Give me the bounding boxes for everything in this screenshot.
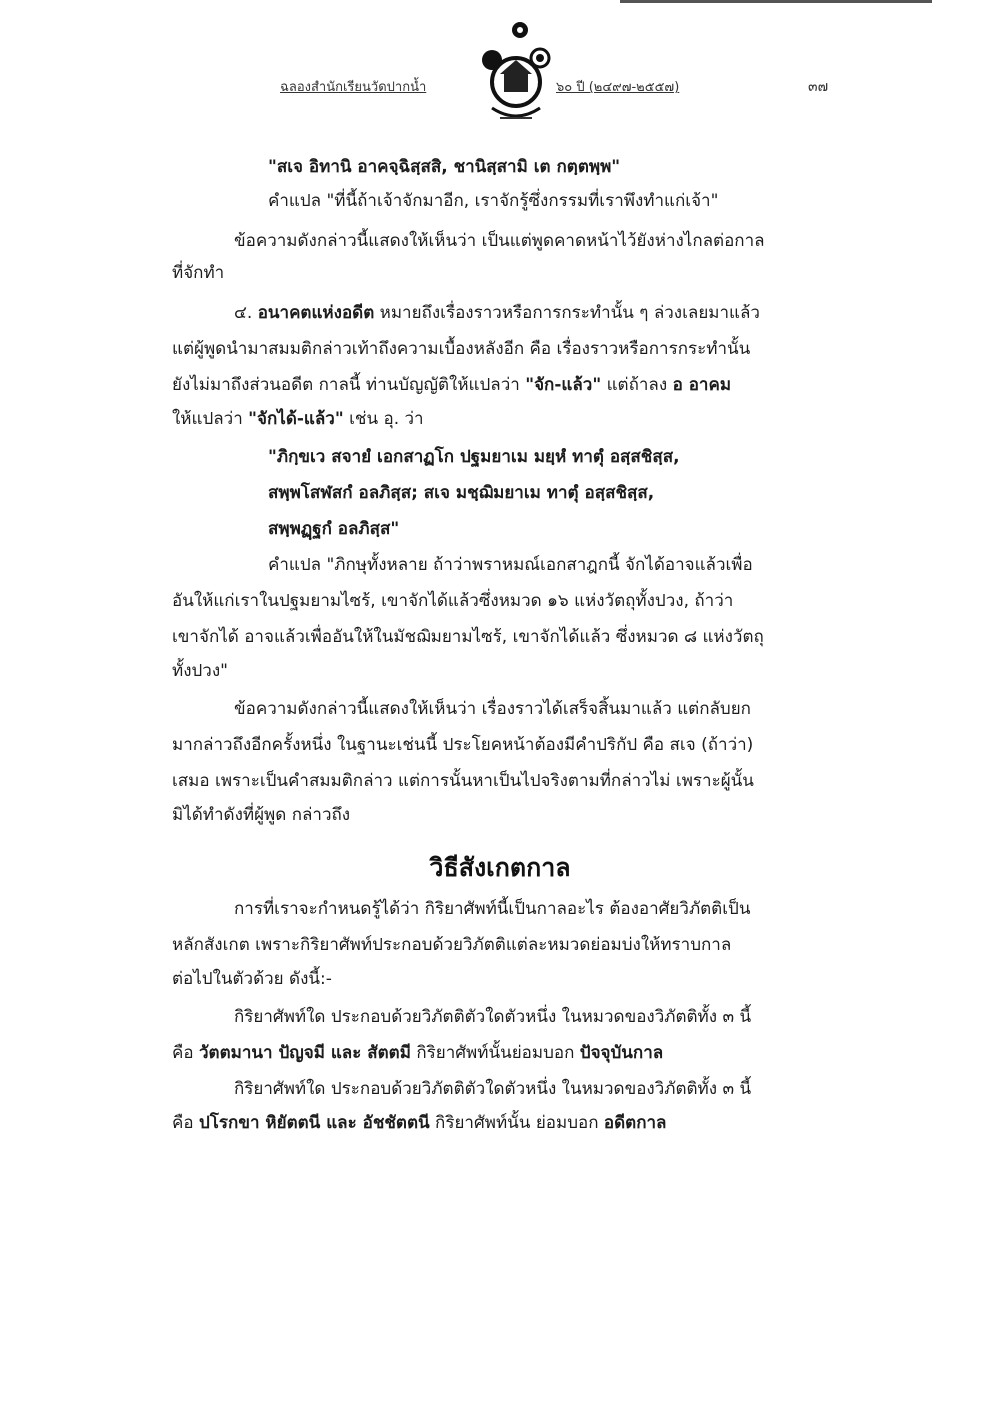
page-header	[280, 20, 880, 130]
item-number: ๔.	[234, 303, 253, 323]
quote-line-1: "สเจ อิทานิ อาคจฺฉิสฺสสิ, ชานิสฺสามิ เต กตฺตพฺพ"	[268, 157, 621, 177]
paragraph-2-line-3-pre: ยังไม่มาถึงส่วนอดีต กาลนี้ ท่านบัญญัติให้แปลว่า	[172, 375, 520, 395]
paragraph-4-line-1: การที่เราจะกำหนดรู้ได้ว่า กิริยาศัพท์นี้เป็นกาลอะไร ต้องอาศัยวิภัตติเป็น	[234, 899, 751, 919]
paragraph-4-line-2: หลักสังเกต เพราะกิริยาศัพท์ประกอบด้วยวิภัตติแต่ละหมวดย่อมบ่งให้ทราบกาล	[172, 935, 732, 955]
term-jak-dai-laew: "จักได้-แล้ว"	[248, 409, 344, 429]
term-past-tense: อดีตกาล	[603, 1113, 667, 1133]
paragraph-2-line-4-pre: ให้แปลว่า	[172, 409, 243, 429]
paragraph-5-line-1: กิริยาศัพท์ใด ประกอบด้วยวิภัตติตัวใดตัวหนึ่ง ในหมวดของวิภัตติทั้ง ๓ นี้	[234, 1007, 752, 1027]
paragraph-6-line-1: กิริยาศัพท์ใด ประกอบด้วยวิภัตติตัวใดตัวหนึ่ง ในหมวดของวิภัตติทั้ง ๓ นี้	[234, 1079, 752, 1099]
quote-2-line-1: "ภิกฺขเว สจายํ เอกสาฏโก ปฐมยาเม มยฺหํ ทาตุํ อสฺสชิสฺส,	[268, 447, 680, 467]
temple-emblem-icon	[470, 20, 556, 130]
translation-2-line-1: คำแปล "ภิกษุทั้งหลาย ถ้าว่าพราหมณ์เอกสาฎกนี้ จักได้อาจแล้วเพื่อ	[268, 555, 753, 575]
paragraph-3-line-1: ข้อความดังกล่าวนี้แสดงให้เห็นว่า เรื่องราวได้เสร็จสิ้นมาแล้ว แต่กลับยก	[234, 699, 751, 719]
term-future-of-past: อนาคตแห่งอดีต	[257, 303, 375, 323]
paragraph-2-line-4	[172, 408, 424, 430]
paragraph-5-line-2	[172, 1042, 663, 1064]
paragraph-5-line-2-mid: กิริยาศัพท์นั้นย่อมบอก	[416, 1043, 575, 1063]
translation-line-1: คำแปล "ที่นี้ถ้าเจ้าจักมาอีก, เราจักรู้ซึ่งกรรมที่เราพึงทำแก่เจ้า"	[268, 191, 719, 211]
paragraph-1-line-2: ที่จักทำ	[172, 263, 225, 283]
header-left-text: ฉลองสำนักเรียนวัดปากน้ำ	[280, 80, 427, 95]
paragraph-6-line-2-mid: กิริยาศัพท์นั้น ย่อมบอก	[435, 1113, 599, 1133]
term-a-akhom: อ อาคม	[672, 375, 732, 395]
header-right-text: ๖๐ ปี (๒๔๙๗-๒๕๕๗)	[556, 80, 680, 95]
paragraph-4-line-3: ต่อไปในตัวด้วย ดังนี้:-	[172, 969, 332, 989]
translation-2-line-4: ทั้งปวง"	[172, 661, 228, 681]
top-edge-line	[620, 0, 932, 3]
translation-2-line-3: เขาจักได้ อาจแล้วเพื่ออันให้ในมัชฌิมยามไซร้, เขาจักได้แล้ว ซึ่งหมวด ๘ แห่งวัตถุ	[172, 627, 764, 647]
paragraph-2-line-2: แต่ผู้พูดนำมาสมมติกล่าวเท้าถึงความเบื้องหลังอีก คือ เรื่องราวหรือการกระทำนั้น	[172, 339, 751, 359]
paragraph-2-line-3-mid: แต่ถ้าลง	[606, 375, 668, 395]
paragraph-2-line-4-post: เช่น อุ. ว่า	[349, 409, 424, 429]
paragraph-3-line-2: มากล่าวถึงอีกครั้งหนึ่ง ในฐานะเช่นนี้ ประโยคหน้าต้องมีคำปริกัป คือ สเจ (ถ้าว่า)	[172, 735, 754, 755]
paragraph-3-line-3: เสมอ เพราะเป็นคำสมมติกล่าว แต่การนั้นหาเป็นไปจริงตามที่กล่าวไม่ เพราะผู้นั้น	[172, 771, 754, 791]
paragraph-6-line-2	[172, 1112, 666, 1134]
paragraph-2-line-1-rest: หมายถึงเรื่องราวหรือการกระทำนั้น ๆ ล่วงเลยมาแล้ว	[379, 303, 760, 323]
term-present-tense: ปัจจุบันกาล	[579, 1043, 664, 1063]
paragraph-6-line-2-pre: คือ	[172, 1113, 194, 1133]
page-number: ๓๗	[808, 79, 829, 95]
quote-2-line-3: สพฺพฏฺฐกํ อลภิสฺส"	[268, 519, 400, 539]
paragraph-1-line-1: ข้อความดังกล่าวนี้แสดงให้เห็นว่า เป็นแต่พูดคาดหน้าไว้ยังห่างไกลต่อกาล	[234, 231, 765, 251]
section-heading: วิธีสังเกตกาล	[429, 853, 571, 882]
paragraph-2-line-3	[172, 374, 731, 396]
paragraph-3-line-4: มิได้ทำดังที่ผู้พูด กล่าวถึง	[172, 805, 351, 825]
translation-2-line-2: อันให้แก่เราในปฐมยามไซร้, เขาจักได้แล้วซึ่งหมวด ๑๖ แห่งวัตถุทั้งปวง, ถ้าว่า	[172, 591, 734, 611]
term-jak-laew: "จัก-แล้ว"	[525, 375, 602, 395]
present-vibhatti-terms: วัตตมานา ปัญจมี และ สัตตมี	[199, 1043, 411, 1063]
past-vibhatti-terms: ปโรกขา หิยัตตนี และ อัชชัตตนี	[199, 1113, 430, 1133]
quote-2-line-2: สพฺพโสฬสกํ อลภิสฺส; สเจ มชฺฌิมยาเม ทาตุํ อสฺสชิสฺส,	[268, 483, 655, 503]
paragraph-5-line-2-pre: คือ	[172, 1043, 194, 1063]
paragraph-2-line-1	[234, 302, 760, 324]
